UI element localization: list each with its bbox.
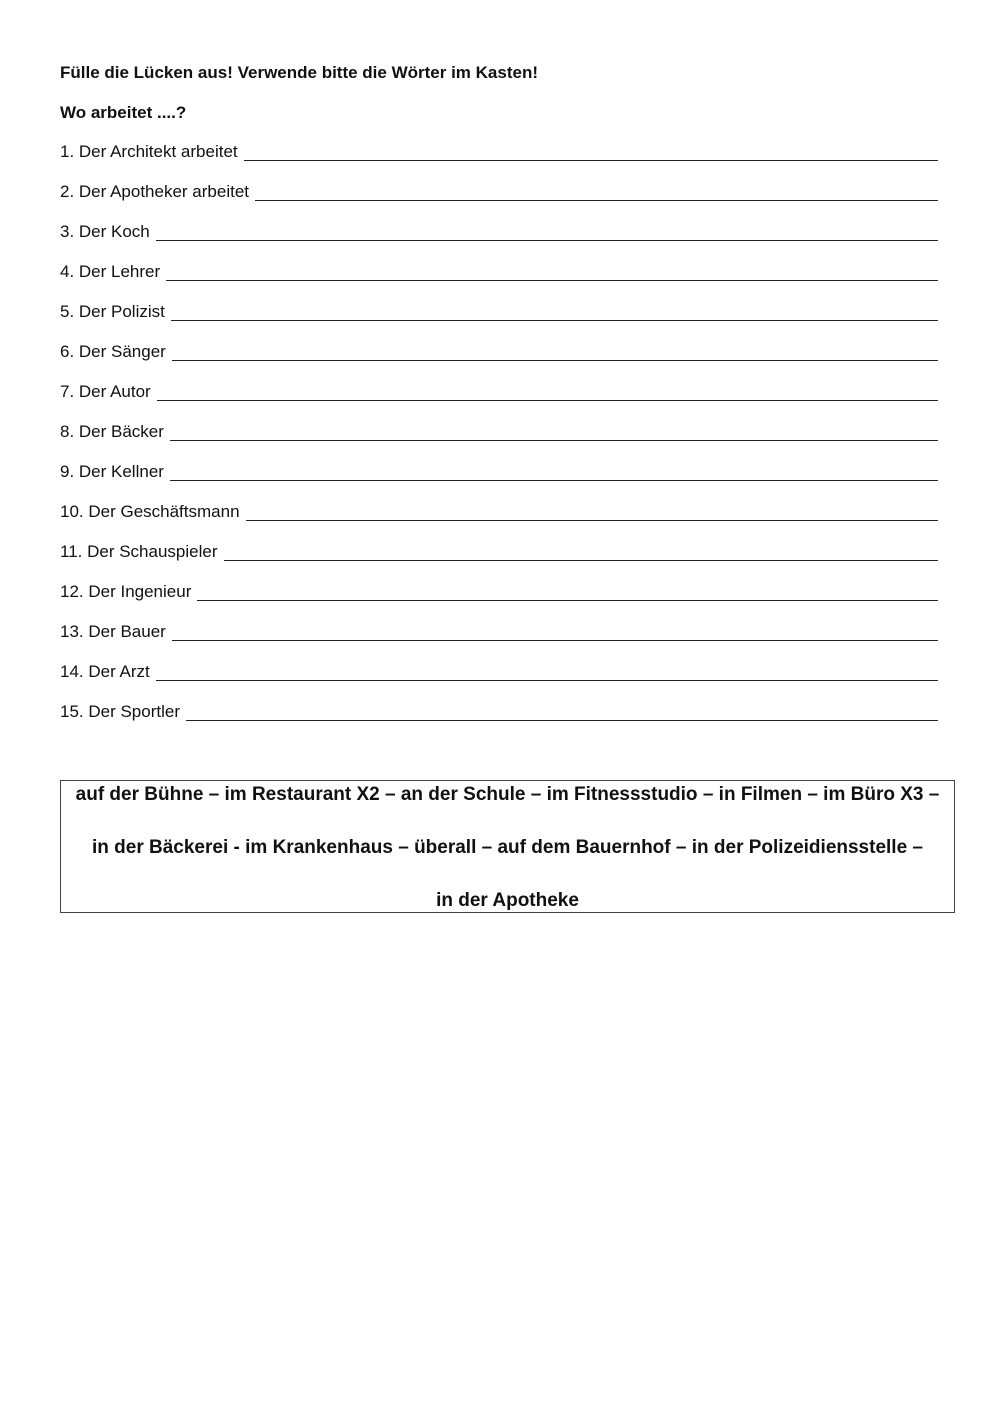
answer-blank[interactable] [224,541,939,561]
exercise-item [60,661,940,701]
exercise-item [60,221,940,261]
item-label: 2. Der Apotheker arbeitet [60,182,250,201]
exercise-item [60,181,940,221]
item-label: 11. Der Schauspieler [60,542,218,561]
answer-blank[interactable] [157,381,938,401]
answer-blank[interactable] [255,181,938,201]
question-heading: Wo arbeitet ....? [60,103,187,122]
item-label: 6. Der Sänger [60,342,166,361]
item-label: 9. Der Kellner [60,462,164,481]
exercise-item [60,581,940,621]
word-box-line: in der Bäckerei - im Krankenhaus – überall – auf dem Bauernhof – in der Polizeidiensstelle – [92,837,923,858]
exercise-item [60,421,940,461]
item-label: 14. Der Arzt [60,662,150,681]
answer-blank[interactable] [166,261,938,281]
exercise-item [60,381,940,421]
word-box-line: auf der Bühne – im Restaurant X2 – an der Schule – im Fitnessstudio – in Filmen – im Büro X3 – [75,784,940,805]
item-label: 3. Der Koch [60,222,150,241]
item-label: 8. Der Bäcker [60,422,164,441]
exercise-item [60,461,940,501]
word-box-line: in der Apotheke [436,890,579,911]
exercise-item [60,701,940,741]
word-box [60,780,955,913]
exercise-item [60,301,940,341]
answer-blank[interactable] [170,421,938,441]
exercise-item [60,341,940,381]
item-label: 13. Der Bauer [60,622,166,641]
answer-blank[interactable] [156,661,938,681]
exercise-item [60,621,940,661]
item-label: 15. Der Sportler [60,702,180,721]
exercise-item [60,261,940,301]
answer-blank[interactable] [246,501,938,521]
answer-blank[interactable] [244,141,938,161]
item-label: 1. Der Architekt arbeitet [60,142,238,161]
answer-blank[interactable] [197,581,938,601]
exercise-list [60,141,940,741]
answer-blank[interactable] [186,701,938,721]
item-label: 12. Der Ingenieur [60,582,192,601]
item-label: 10. Der Geschäftsmann [60,502,240,521]
answer-blank[interactable] [172,341,938,361]
answer-blank[interactable] [171,301,938,321]
exercise-item [60,501,940,541]
item-label: 5. Der Polizist [60,302,165,321]
answer-blank[interactable] [170,461,938,481]
item-label: 7. Der Autor [60,382,151,401]
answer-blank[interactable] [156,221,938,241]
exercise-item [60,141,940,181]
exercise-item [60,541,940,581]
item-label: 4. Der Lehrer [60,262,161,281]
instruction-text: Fülle die Lücken aus! Verwende bitte die Wörter im Kasten! [60,63,538,82]
answer-blank[interactable] [172,621,938,641]
